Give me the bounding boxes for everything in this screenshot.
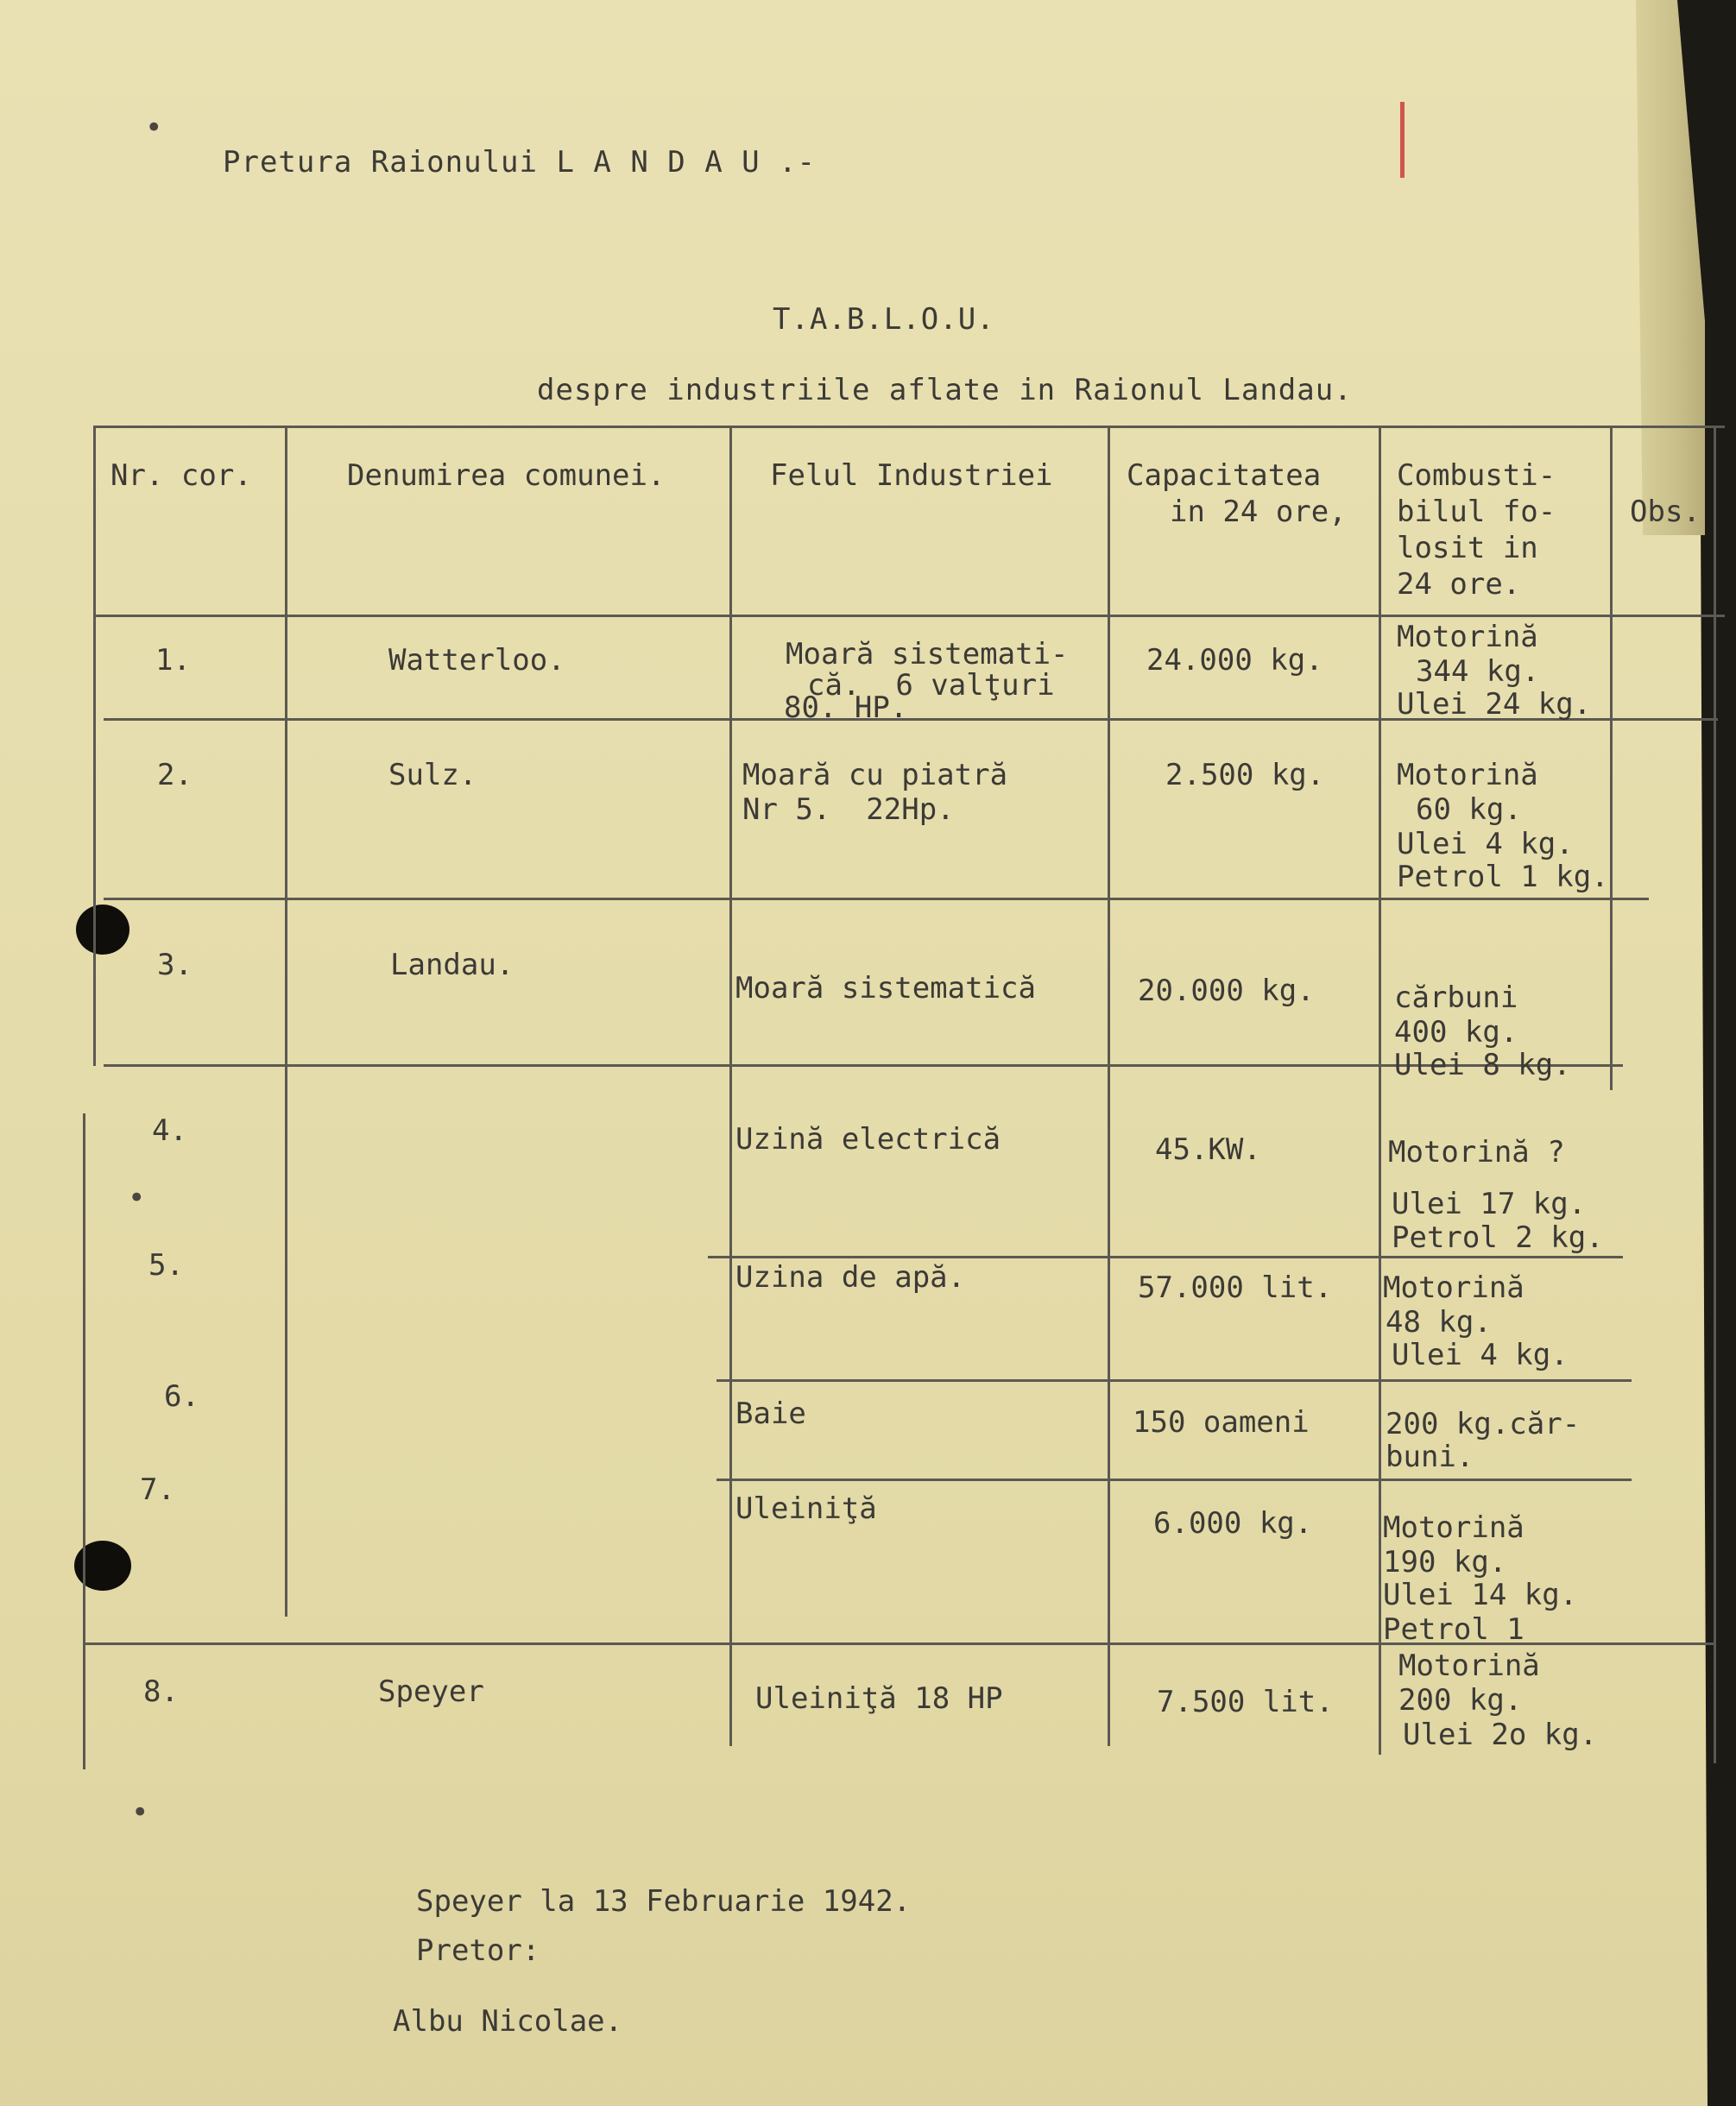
capacity-value: 20.000 kg. xyxy=(1138,974,1315,1008)
column-divider xyxy=(285,426,287,1617)
signatory-role: Pretor: xyxy=(416,1933,540,1968)
signatory-name: Albu Nicolae. xyxy=(393,2004,623,2039)
column-header-industry: Felul Industriei xyxy=(770,458,1053,493)
ink-dot: • xyxy=(128,1181,146,1215)
fuel-line: Petrol 1 kg. xyxy=(1397,860,1609,894)
capacity-value: 45.KW. xyxy=(1155,1132,1261,1167)
fuel-line: Ulei 17 kg. xyxy=(1392,1187,1587,1221)
row-number: 8. xyxy=(143,1674,179,1709)
column-header-fuel-line: 24 ore. xyxy=(1397,567,1521,602)
fuel-line: Ulei 4 kg. xyxy=(1397,827,1574,861)
column-header-obs: Obs. xyxy=(1630,495,1701,529)
row-number: 7. xyxy=(140,1472,175,1507)
row-number: 5. xyxy=(148,1248,184,1283)
row-divider xyxy=(716,1379,1632,1382)
fuel-line: 400 kg. xyxy=(1394,1015,1518,1050)
row-number: 1. xyxy=(155,643,191,678)
fuel-line: Petrol 2 kg. xyxy=(1392,1220,1604,1255)
fuel-line: 60 kg. xyxy=(1416,792,1522,827)
fuel-line: Motorină ? xyxy=(1388,1135,1565,1170)
fuel-line: 200 kg.căr- xyxy=(1386,1407,1581,1441)
row-divider xyxy=(104,898,1649,900)
column-divider xyxy=(1108,426,1110,1746)
fuel-line: Ulei 8 kg. xyxy=(1394,1048,1571,1082)
column-divider xyxy=(93,426,96,1066)
capacity-value: 6.000 kg. xyxy=(1153,1506,1313,1541)
commune-name: Landau. xyxy=(390,948,514,982)
row-divider xyxy=(708,1256,1623,1258)
fuel-line: buni. xyxy=(1386,1440,1474,1474)
capacity-value: 24.000 kg. xyxy=(1146,643,1323,678)
column-divider xyxy=(1714,426,1716,1763)
industry-line: Nr 5. 22Hp. xyxy=(742,792,955,827)
industry-line: Uzină electrică xyxy=(735,1122,1001,1157)
capacity-value: 57.000 lit. xyxy=(1138,1271,1333,1305)
table-top-border xyxy=(93,426,1725,428)
fuel-line: Ulei 4 kg. xyxy=(1392,1338,1569,1372)
office-heading: Pretura Raionului L A N D A U .- xyxy=(223,145,817,180)
row-number: 6. xyxy=(164,1379,199,1414)
column-header-fuel-line: bilul fo- xyxy=(1397,495,1556,529)
column-divider xyxy=(1610,426,1613,1090)
capacity-value: 2.500 kg. xyxy=(1165,758,1325,792)
column-header-capacity-line: in 24 ore, xyxy=(1170,495,1347,529)
column-header-capacity-line: Capacitatea xyxy=(1127,458,1322,493)
ink-dot: • xyxy=(131,1795,149,1830)
industry-line: Uleiniţă xyxy=(735,1491,877,1526)
fuel-line: Ulei 14 kg. xyxy=(1383,1578,1578,1612)
column-header-fuel-line: Combusti- xyxy=(1397,458,1556,493)
industry-line: Moară sistemati- xyxy=(786,637,1069,672)
column-header-fuel-line: losit in xyxy=(1397,531,1538,565)
commune-name: Watterloo. xyxy=(388,643,565,678)
capacity-value: 150 oameni xyxy=(1133,1405,1310,1440)
red-pencil-mark xyxy=(1400,102,1405,178)
column-header-nr: Nr. cor. xyxy=(110,458,252,493)
industry-line: Moară cu piatră xyxy=(742,758,1008,792)
industry-line: Moară sistematică xyxy=(735,971,1036,1006)
fuel-line: 48 kg. xyxy=(1386,1305,1492,1340)
ink-dot: • xyxy=(145,110,163,145)
fuel-line: Motorină xyxy=(1398,1649,1540,1683)
commune-name: Speyer xyxy=(378,1674,484,1709)
punch-hole xyxy=(76,905,129,955)
industry-line: Uleiniţă 18 HP xyxy=(755,1681,1003,1716)
fuel-line: Motorină xyxy=(1397,758,1538,792)
column-divider xyxy=(83,1113,85,1769)
fuel-line: Petrol 1 xyxy=(1383,1612,1525,1647)
document-title: T.A.B.L.O.U. xyxy=(773,302,995,337)
column-divider xyxy=(1379,426,1381,1755)
fuel-line: Ulei 2o kg. xyxy=(1403,1718,1598,1752)
table-header-divider xyxy=(93,615,1725,617)
row-number: 3. xyxy=(157,948,193,982)
document-subtitle: despre industriile aflate in Raionul Landau. xyxy=(537,373,1353,407)
folded-corner xyxy=(1636,0,1705,535)
capacity-value: 7.500 lit. xyxy=(1157,1685,1334,1719)
fuel-line: Motorină xyxy=(1383,1271,1525,1305)
industry-line: că. 6 valţuri xyxy=(807,668,1055,703)
fuel-line: 200 kg. xyxy=(1398,1683,1523,1718)
industry-line: Baie xyxy=(735,1397,806,1431)
column-header-commune: Denumirea comunei. xyxy=(347,458,666,493)
commune-name: Sulz. xyxy=(388,758,477,792)
fuel-line: Ulei 24 kg. xyxy=(1397,687,1592,722)
industry-line: Uzina de apă. xyxy=(735,1260,966,1295)
row-divider xyxy=(716,1479,1632,1481)
fuel-line: 190 kg. xyxy=(1383,1545,1507,1580)
industry-line: 80. HP. xyxy=(784,690,908,725)
fuel-line: 344 kg. xyxy=(1416,654,1540,689)
place-and-date: Speyer la 13 Februarie 1942. xyxy=(416,1884,912,1919)
fuel-line: Motorină xyxy=(1383,1510,1525,1545)
fuel-line: Motorină xyxy=(1397,620,1538,654)
column-divider xyxy=(729,426,732,1746)
fuel-line: cărbuni xyxy=(1394,980,1518,1015)
row-number: 4. xyxy=(152,1113,187,1148)
row-number: 2. xyxy=(157,758,193,792)
